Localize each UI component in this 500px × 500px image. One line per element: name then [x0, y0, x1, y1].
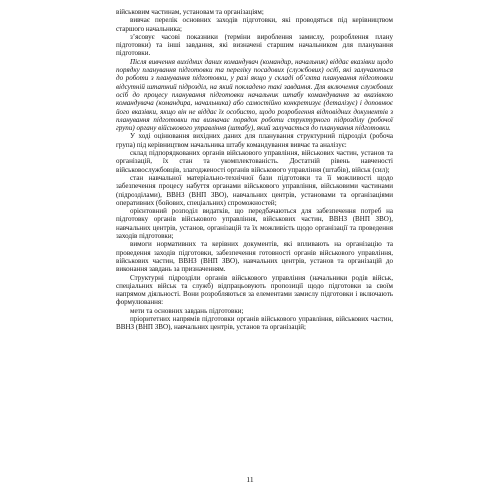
paragraph: пріоритетних напрямів підготовки органів військового управління, військових частин, ВВНЗ (ВНП ЗВО), навчальних центрів, установ та організацій; [116, 314, 393, 332]
paragraph: склад підпорядкованих органів військового управління, військових частин, установ та організацій, їх стан та укомплектованість. Достатній рівень навченості військовослужбовців, злагодженості органів військового управління (штабів), військ (сил); [116, 149, 393, 174]
paragraph: орієнтовний розподіл видатків, що передбачаються для забезпечення потреб на підготовку органів військового управління, військових частин, ВВНЗ (ВНП ЗВО), навчальних центрів, установ, організацій та їх можливість щодо організації та проведення заходів підготовки; [116, 207, 393, 241]
paragraph: мети та основних завдань підготовки; [130, 306, 244, 315]
paragraph: У ході оцінювання вихідних даних для планування структурний підрозділ (робоча група) під керівництвом начальника штабу командування вивчає та аналізує: [116, 132, 393, 149]
paragraph: з’ясовує часові показники (терміни вироблення замислу, розроблення плану підготовки) та інші завдання, які визначені старшим начальником для планування підготовки. [116, 32, 393, 58]
paragraph: Після вивчення вихідних даних командувач (командир, начальник) віддає вказівки щодо порядку планування підготовки та переліку посадових (службових) осіб, які залучаються до роботи з планування підготовки, у разі якщо у складі об’єкта планування підготовки відсутній штатний підрозділ, на який покладено такі завдання. Для включення службових осіб до процесу планування підготовки начальник штабу командування за вказівкою командувача (командира, начальника) або самостійно конкретизує (деталізує) і доповнює його вказівки, якщо він не віддає їх особисто, щодо розроблення відповідних документів з планування підготовки та визначає порядок роботи структурного підрозділу (робочої групи) органу військового управління (штабу), який залучається до планування підготовки. [116, 57, 393, 133]
paragraph: Структурні підрозділи органів військового управління (начальники родів військ, спеціальних військ та служб) відпрацьовують пропозиції щодо підготовки за своїм напрямом діяльності. Вони розробляються за елементами замислу підготовки і включають формулювання: [116, 273, 393, 307]
paragraph: вимоги нормативних та керівних документів, які впливають на організацію та проведення заходів підготовки, забезпечення готовності органів військового управління, військових частин, ВВНЗ (ВНП ЗВО), навчальних центрів, установ та організацій до виконання завдань за призначенням. [116, 240, 393, 274]
paragraph: вивчає перелік основних заходів підготовки, які проводяться під керівництвом старшого начальника; [116, 16, 393, 33]
paragraph: стан навчальної матеріально-технічної бази підготовки та її можливості щодо забезпечення процесу набуття органами військового управління, військовими частинами (підрозділами), ВВНЗ (ВНП ЗВО), навчальних центрів, установами та організаціями оперативних (бойових, спеціальних) спроможностей; [116, 173, 393, 207]
page-number: 11 [246, 475, 254, 484]
paragraph: військовим частинам, установам та організаціям; [116, 8, 264, 16]
document-body [116, 8, 393, 332]
